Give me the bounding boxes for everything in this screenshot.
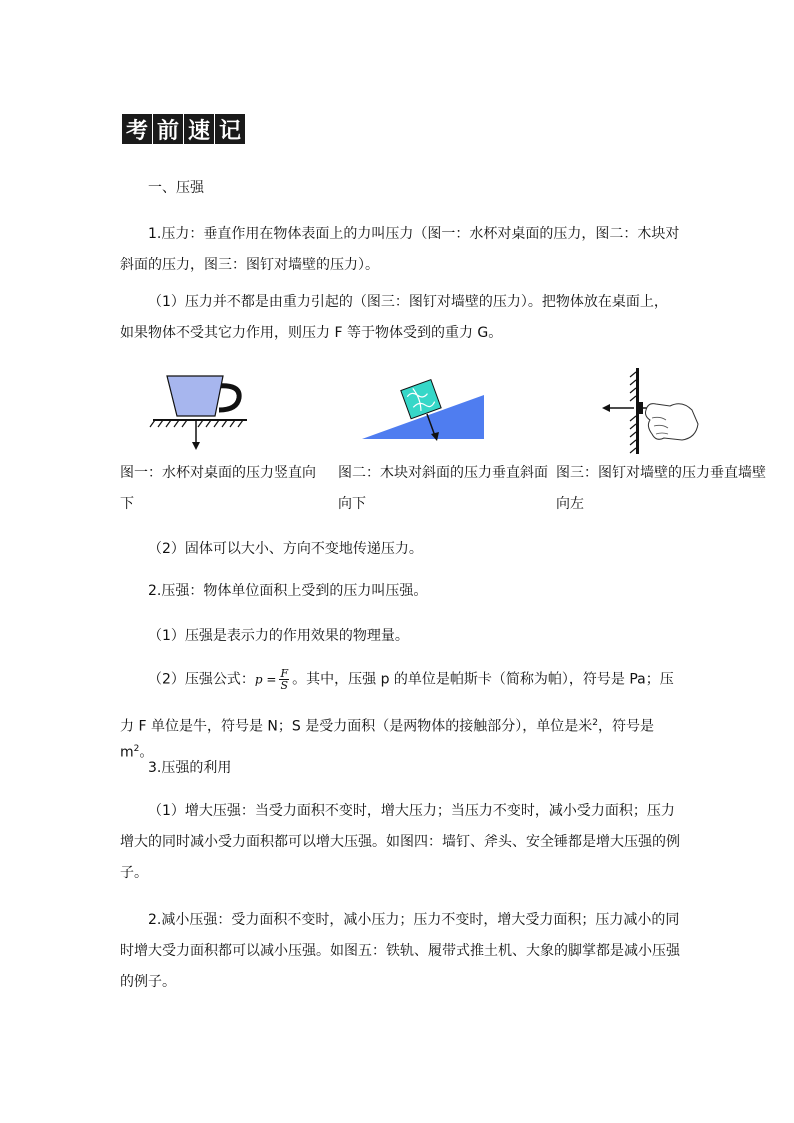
paragraph-decrease-pressure: 2.减小压强：受力面积不变时，减小压力；压力不变时，增大受力面积；压力减小的同时增大受力面积都可以减小压强。如图五：铁轨、履带式推土机、大象的脚掌都是减小压强的例子。 [120, 912, 680, 990]
header-char: 前 [153, 114, 183, 144]
formula-suffix: 。其中，压强 p 的单位是帕斯卡（简称为帕），符号是 Pa；压 [292, 671, 674, 688]
formula-lhs: p = [254, 672, 277, 687]
wall-hatching [630, 372, 636, 453]
units-text: ，符号是 m [120, 718, 654, 761]
paragraph-pressure-note-1: （1）压力并不都是由重力引起的（图三：图钉对墙壁的压力）。把物体放在桌面上，如果物体不受其它力作用，则压力 F 等于物体受到的重力 G。 [120, 294, 668, 341]
header-char: 记 [215, 114, 245, 144]
figure-thumbtack-on-wall [598, 366, 703, 456]
units-text: 力 F 单位是牛，符号是 N；S 是受力面积（是两物体的接触部分），单位是米 [120, 718, 593, 735]
formula-prefix: （2）压强公式： [148, 671, 255, 688]
arrow-head [192, 442, 200, 450]
paragraph-solid-transmits: （2）固体可以大小、方向不变地传递压力。 [148, 541, 423, 557]
figure-2-caption: 图二：木块对斜面的压力垂直斜面向下 [338, 465, 548, 512]
formula-fraction [279, 668, 289, 691]
paragraph-pressure-intensity-definition: 2.压强：物体单位面积上受到的压力叫压强。 [148, 583, 428, 599]
header-char: 考 [122, 114, 152, 144]
thumbtack-head [639, 402, 643, 414]
paragraph-pressure-meaning: （1）压强是表示力的作用效果的物理量。 [148, 628, 409, 644]
section-title: 一、压强 [148, 180, 204, 196]
cup [167, 376, 223, 416]
paragraph-pressure-definition: 1.压力：垂直作用在物体表面上的力叫压力（图一：水杯对桌面的压力，图二：木块对斜面的压力，图三：图钉对墙壁的压力）。 [120, 226, 680, 273]
figure-cup-on-table [145, 372, 255, 452]
paragraph-pressure-units [120, 712, 690, 763]
figure-block-on-slope [360, 378, 490, 448]
paragraph-pressure-applications: 3.压强的利用 [148, 760, 232, 776]
header-char: 速 [184, 114, 214, 144]
superscript: 2 [592, 718, 598, 728]
figure-1-caption: 图一：水杯对桌面的压力竖直向下 [120, 465, 316, 512]
wall [636, 368, 639, 454]
formula-denominator: S [280, 679, 289, 692]
paragraph-pressure-formula [148, 668, 688, 691]
units-text: 。 [139, 744, 154, 761]
hand-icon [646, 404, 699, 440]
superscript: 2 [133, 743, 140, 754]
arrow-head [602, 404, 610, 412]
paragraph-increase-pressure: （1）增大压强：当受力面积不变时，增大压力；当压力不变时，减小受力面积；压力增大的同时减小受力面积都可以增大压强。如图四：墙钉、斧头、安全锤都是增大压强的例子。 [120, 803, 680, 881]
section-header [122, 114, 245, 144]
formula-numerator: F [280, 667, 289, 680]
figure-3-caption: 图三：图钉对墙壁的压力垂直墙壁向左 [556, 465, 766, 512]
